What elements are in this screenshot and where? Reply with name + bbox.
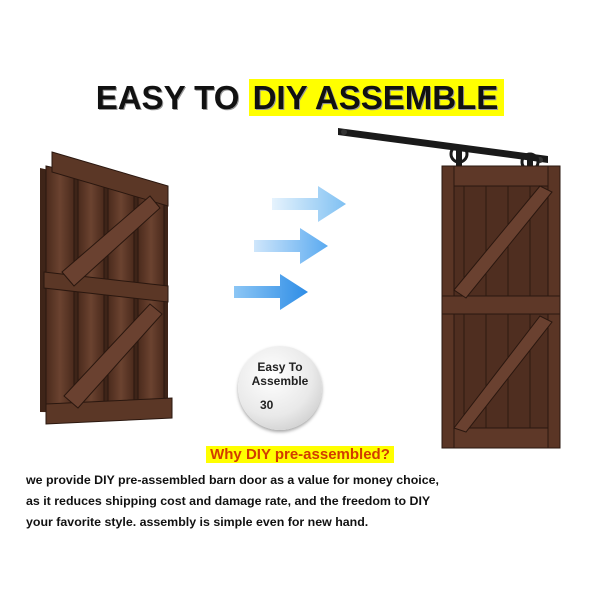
assembled-door	[442, 166, 560, 448]
arrow-shape	[234, 274, 308, 310]
exploded-door-parts	[40, 152, 172, 424]
easy-assemble-badge	[238, 346, 322, 430]
description-line: as it reduces shipping cost and damage rate, and the freedom to DIY	[26, 494, 431, 508]
headline-highlight: DIY ASSEMBLE	[249, 79, 505, 116]
arrow-shape	[254, 228, 328, 264]
subheading-text: Why DIY pre-assembled?	[206, 446, 394, 463]
door-bottom-frame	[442, 428, 560, 448]
description-line: your favorite style. assembly is simple even for new hand.	[26, 515, 369, 529]
direction-arrows	[234, 186, 346, 310]
door-middle-rail	[442, 296, 560, 314]
badge-minutes: 30	[260, 398, 274, 412]
badge-line2: Assemble	[251, 374, 309, 388]
headline-text: EASY TO	[95, 79, 249, 116]
description	[26, 470, 586, 533]
subheading	[0, 446, 600, 464]
description-line: we provide DIY pre-assembled barn door as a value for money choice,	[26, 473, 439, 487]
door-top-frame	[442, 166, 560, 186]
badge-line1: Easy To	[257, 360, 303, 374]
arrow-shape	[272, 186, 346, 222]
